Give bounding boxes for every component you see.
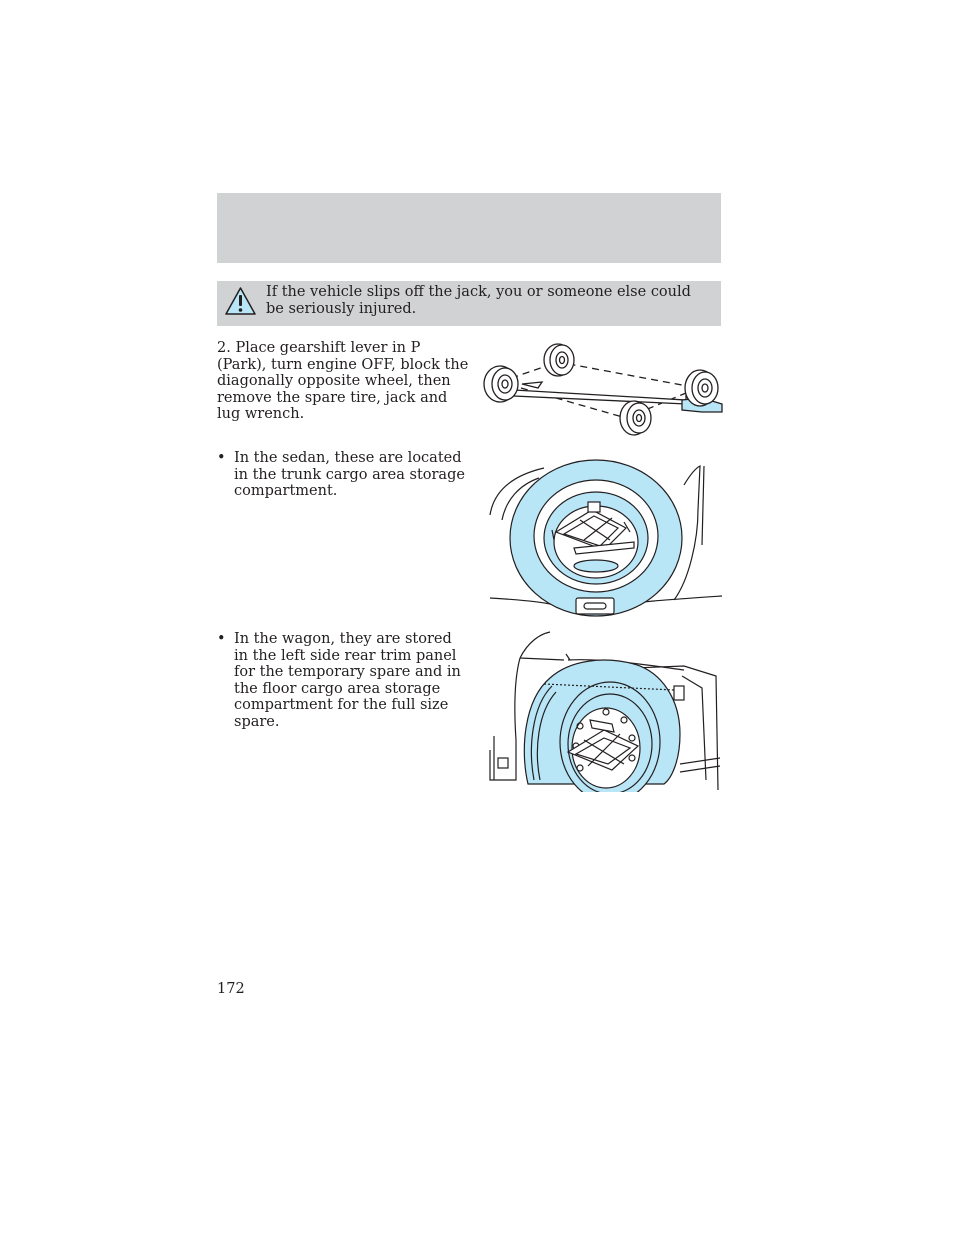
warning-box [217, 281, 721, 326]
section-header-band [217, 193, 721, 263]
bullet-marker: • [217, 631, 226, 647]
bullet-marker: • [217, 450, 226, 466]
sedan-trunk-spare-tire-illustration [484, 450, 724, 620]
bullet-sedan [217, 450, 469, 500]
warning-text: If the vehicle slips off the jack, you or someone else could be seriously injured. [266, 284, 691, 317]
wagon-side-panel-spare-tire-illustration [484, 630, 724, 792]
warning-triangle-icon [224, 286, 257, 316]
diagonal-wheel-block-illustration [476, 340, 724, 440]
bullet-sedan-text: In the sedan, these are located in the trunk cargo area storage compartment. [234, 450, 465, 499]
bullet-wagon [217, 631, 469, 730]
step-2-text: 2. Place gearshift lever in P (Park), turn engine OFF, block the diagonally opposite wheel, then remove the spare tire, jack and lug wrench. [217, 340, 469, 422]
page-number: 172 [217, 981, 245, 997]
bullet-wagon-text: In the wagon, they are stored in the left side rear trim panel for the temporary spare and in the floor cargo area storage compartment for the full size spare. [234, 631, 461, 730]
